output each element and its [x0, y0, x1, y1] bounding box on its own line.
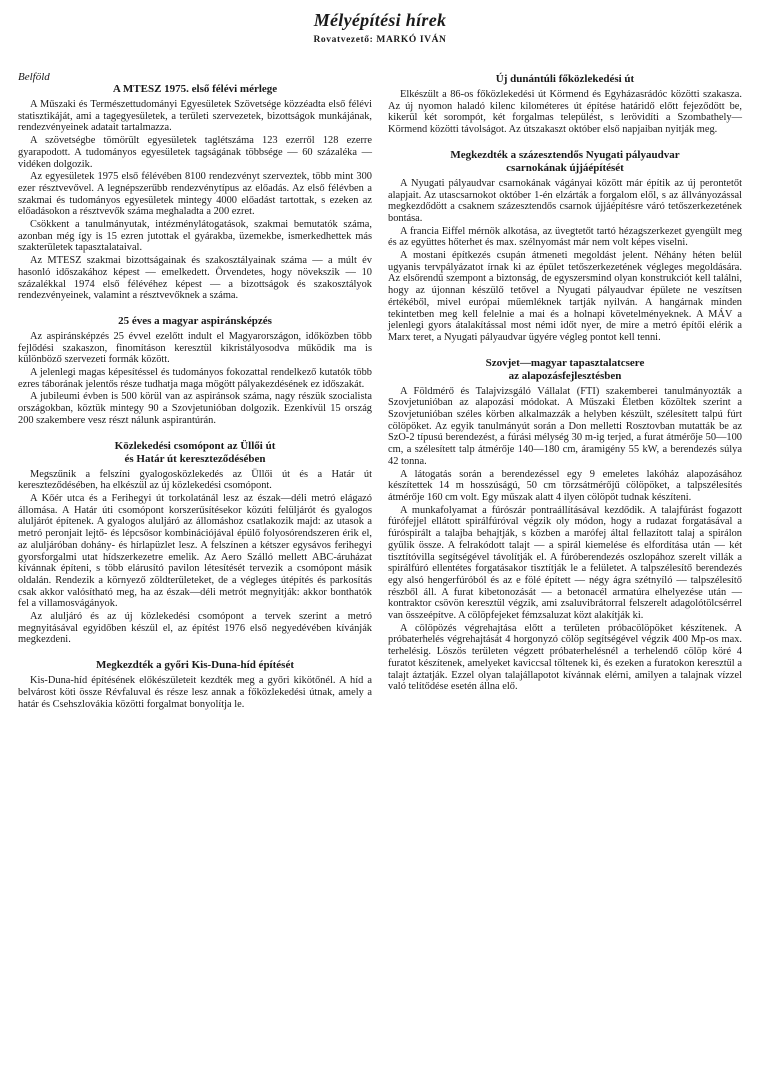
article-paragraph: A jubileumi évben is 500 körül van az aspiránsok száma, nagy részük szocialista országokban, köztük mintegy 90 a Szovjetunióban dolgozik. Ezenkívül 15 ország 200 szakembere vesz részt nálunk aspirantúrán. — [18, 391, 372, 426]
article-paragraph: A jelenlegi magas képesítéssel és tudományos fokozattal rendelkező kutatók több ezres táborának jelentős része tudhatja maga mögött pályakezdésének ez időszakát. — [18, 367, 372, 390]
article-paragraph: A cölöpözés végrehajtása előtt a területen próbacölöpöket készítenek. A próbaterhelés végrehajtását 4 horgonyzó cölöp segítségével végzik 400 Mp-os max. terhelésig. Löszös területen végzett próbaterhelésnél a terhelendő cölöp köré 4 furatot készítenek, amelyeket kaviccsal töltenek ki, és ezeken a furatokon keresztül a talajt áztatják. Ezzel olyan talajállapotot kívánnak elérni, amilyen a talajnak vízzel való telítődése esetén állna elő. — [388, 622, 742, 693]
article — [388, 149, 742, 344]
article-paragraph: A Kőér utca és a Ferihegyi út torkolatánál lesz az észak—déli metró elágazó állomása. A Határ úti csomópont korszerűsítésekor közúti felüljárót és gyalogos aluljárót építenek. A gyalogos aluljáró az állomáshoz csatlakozik majd: az utasok a metró peronjait lejtő- és lépcsősor kombinációjával épülő folyosórendszeren érik el, az aluljáróban dohány- és hírlapüzlet lesz. A felszínen a kétszer egysávos ferihegyi gyorsforgalmi utat hídszerkezetre emelik. Az Aero Szálló mellett ABC-áruházat kívánnak építeni, s több elárusító pavilon létesítését tervezik a csomópont másik oldalán. Rendezik a környező zöldterületeket, de a végleges útépítés és parkosítás csak akkor valósítható meg, ha az észak—déli metrót megnyitják: akkor bonthatók fel a villamosvágányok. — [18, 492, 372, 610]
article-title: 25 éves a magyar aspiránsképzés — [118, 314, 272, 327]
article-title: Közlekedési csomópont az Üllői út és Határ út kereszteződésében — [114, 439, 276, 465]
article — [18, 83, 372, 302]
article-title: Megkezdték a győri Kis-Duna-híd építését — [96, 659, 294, 672]
article — [18, 440, 372, 647]
article-paragraph: A Műszaki és Természettudományi Egyesületek Szövetsége közzéadta első félévi statisztikáját, ami a tagegyesületek, a területi szervezetek, bizottságok munkájának, rendezvényeinek adatait tartalmazza. — [18, 99, 372, 134]
article-paragraph: A francia Eiffel mérnök alkotása, az üvegtetőt tartó hézagszerkezet gyengült meg és az együttes hőterhet és max. szélnyomást már nem volt képes viselni. — [388, 225, 742, 249]
section-label: Belföld — [18, 71, 50, 83]
masthead — [18, 10, 742, 45]
editor-line: Rovatvezető: MARKÓ IVÁN — [313, 35, 447, 45]
article-paragraph: Kis-Duna-híd építésének előkészületeit kezdték meg a győri kikötőnél. A híd a belvárost köti össze Révfaluval és része lesz annak a főközlekedési útnak, amely a határ és Csehszlovákia közötti forgalmat bonyolítja le. — [18, 675, 372, 710]
article-paragraph: Megszűnik a felszíni gyalogosközlekedés az Üllői út és a Határ út kereszteződésében, ha elkészül az új közlekedési csomópont. — [18, 468, 372, 492]
article-paragraph: A Földmérő és Talajvizsgáló Vállalat (FTI) szakemberei tanulmányozták a Szovjetunióban az alapozási módokat. A Műszaki Életben közöltek szerint a Szovjetunióban széles körben alkalmazzák a helyben készült, szélesített talpú fúrt cölöpöket. Az egyik tanulmányút során a Don melletti Rosztovban mutatták be az SzO-2 típusú berendezést, a fúrási mélység 30 m-ig terjed, a furat átmérője 50—100 cm, a szélesített talp átmérője 140—180 cm, áramigény 55 kW, a berendezés súlya 42 tonna. — [388, 385, 742, 467]
article-paragraph: A mostani építkezés csupán átmeneti megoldást jelent. Néhány héten belül ugyanis tervpályázatot írnak ki az épület tetőszerkezetének végleges megoldására. Az elsőrendű szempont a biztonság, de egyszersmind olyan konstrukciót kell találni, hogy az újonnan készülő tetővel a Nyugati pályaudvar épülete ne veszítsen értékéből, mivel európai műemléknek tartják nyilván. A hangárnak minden tekintetben meg kell felelnie a mai és a holnapi követelményeknek. A MÁV a jelenlegi gyors átalakítással most némi időt nyer, de mire a metró építői elérik a Marx teret, a Nyugati pályaudvar ügyére végleg pontot kell tenni. — [388, 250, 742, 343]
article-paragraph: A látogatás során a berendezéssel egy 9 emeletes lakóház alapozásához készítettek 14 m hosszúságú, 50 cm törzsátmérőjű cölöpöket, a talpszélesítés átmérője 160 cm volt. Egy műszak alatt 4 ilyen cölöpöt tudnak készíteni. — [388, 468, 742, 503]
article-paragraph: Az aluljáró és az új közlekedési csomópont a tervek szerint a metró megnyitásával egyidőben készül el, az építést 1976 első negyedévében kívánják megkezdeni. — [18, 611, 372, 646]
article — [18, 315, 372, 427]
article-paragraph: Az egyesületek 1975 első félévében 8100 rendezvényt szerveztek, több mint 300 ezer résztvevővel. A legnépszerűbb rendezvénytípus az előadás. Az első félévben a szakmai és tudományos egyesületek mintegy 4000 előadást tartottak, s ezeken az előadásokon a résztvevők száma meghaladta a 200 ezret. — [18, 171, 372, 218]
article — [388, 73, 742, 136]
article-title: Új dunántúli főközlekedési út — [495, 73, 635, 85]
left-column — [18, 71, 372, 711]
article-paragraph: A szövetségbe tömörült egyesületek taglétszáma 123 ezerről 128 ezerre gyarapodott. A tudományos egyesületek tagságának többsége — 60 százaléka — vidéken dolgozik. — [18, 135, 372, 170]
article-title: Szovjet—magyar tapasztalatcsere az alapozásfejlesztésben — [485, 356, 645, 382]
article-title: Megkezdték a százesztendős Nyugati pályaudvar csarnokának újjáépítését — [450, 148, 680, 174]
article-paragraph: Csökkent a tanulmányutak, intézménylátogatások, szakmai bemutatók száma, azonban még így is 15 ezren jutottak el gyárakba, üzemekbe, ismerkedhettek más szakterületek tapasztalataival. — [18, 219, 372, 254]
article — [18, 659, 372, 710]
article-paragraph: Elkészült a 86-os főközlekedési út Körmend és Egyházasrádóc közötti szakasza. Az új nyomon haladó kilenc kilométeres út építése határidő előtt fejeződött be, kikerül két sorompót, két forgalmas települést, s lerövidíti a Szombathely—Körmend közötti távolságot. Az útszakaszt október első napjaiban nyitják meg. — [388, 89, 742, 136]
article-columns — [18, 71, 742, 711]
page-title: Mélyépítési hírek — [313, 10, 447, 30]
article-title: A MTESZ 1975. első félévi mérlege — [112, 83, 278, 95]
article-paragraph: A munkafolyamat a fúrószár pontraállításával kezdődik. A talajfúrást fogazott fúrófejjel ellátott spirálfúróval végzik oly módon, hogy a rudazat forgatásával a fúróspirált a talajba behajtják, s közben a marófej által fellazított talaj a spirálon gyűlik össze. A felrakódott talajt — a spirál kiemelése és elfordítása után — két tisztítóvilla segítségével távolítják el. A fúróberendezés oszlopához szerelt villák a spirálfúró ellentétes forgatásakor tisztítják le a felületet. A talpszélesítő berendezés egy alsó hengerfúróból és az e fölé épített — négy ágra szétnyíló — talpszélesítő részből áll. A furat kibetonozását — a betonacél armatúra elhelyezése után — kontraktor csövön keresztül végzik, ami zsaluvibrátorral felszerelt adagolótölcsérrel van összeépítve. A cölöpfejeket fémzsaluzat közt alakítják ki. — [388, 504, 742, 622]
article — [388, 357, 742, 693]
article-paragraph: A Nyugati pályaudvar csarnokának vágányai között már építik az új perontetőt alapjait. Az utascsarnokot október 1-én elzárták a forgalom elől, s az állványozással megkezdődött a csaknem százesztendős csarnok újjáépítésre váró tetőszerkezetének bontása. — [388, 177, 742, 224]
right-column — [388, 71, 742, 711]
article-paragraph: Az aspiránsképzés 25 évvel ezelőtt indult el Magyarországon, időközben több fejlődési szakaszon, finomításon keresztül kikristályosodva működik ma is különböző szervezeti formák között. — [18, 330, 372, 366]
article-paragraph: Az MTESZ szakmai bizottságainak és szakosztályainak száma — a múlt év hasonló időszakához képest — emelkedett. Örvendetes, hogy növekszik — 10 százalékkal 1974 első félévéhez képest — a bizottságok és szakosztályok rendezvényeinek, valamint a résztvevőknek a száma. — [18, 255, 372, 302]
